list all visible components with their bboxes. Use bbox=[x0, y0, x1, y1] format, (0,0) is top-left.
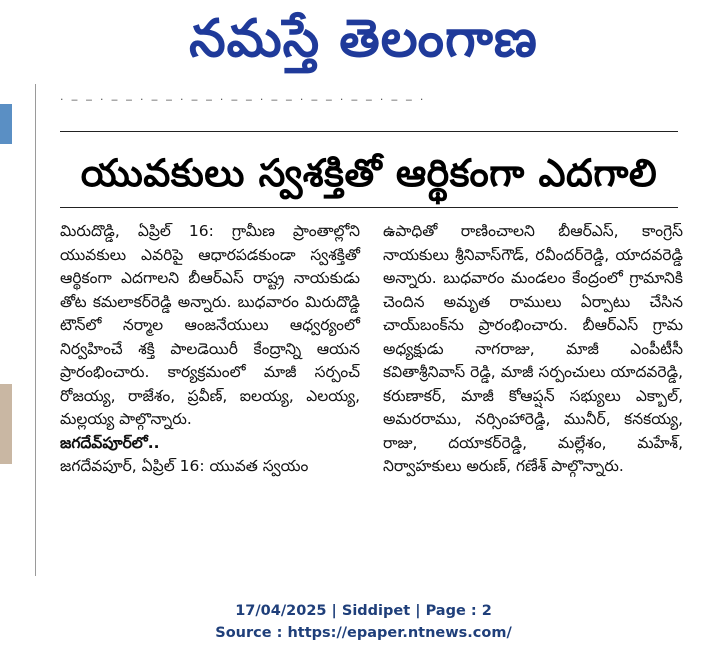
article-left-column bbox=[60, 220, 360, 479]
masthead bbox=[0, 0, 727, 78]
headline-top-rule bbox=[60, 131, 678, 132]
article-subhead: జగదేవ్‌పూర్‌లో.. bbox=[60, 433, 160, 452]
article-headline: యువకులు స్వశక్తితో ఆర్థికంగా ఎదగాలి bbox=[80, 151, 658, 195]
left-column-body: మిరుదొడ్డి, ఏప్రిల్ 16: గ్రామీణ ప్రాంతాల్లోని యువకులు ఎవరిపై ఆధారపడకుండా స్వశక్తితో ఆర్థికంగా ఎదగాలని బీఆర్‌ఎస్ రాష్ట్ర నాయకుడు తోట కమలాకర్‌రెడ్డి అన్నారు. బుధవారం మిరుదొడ్డి టౌన్‌లో నర్మాల ఆంజనేయులు ఆధ్వర్యంలో నిర్వహించే శక్తి పాలడెయిరీ కేంద్రాన్ని ఆయన ప్రారంభించారు. కార్యక్రమంలో మాజీ సర్పంచ్ రోజయ్య, రాజేశం, ప్రవీణ్, ఐలయ్య, ఎలయ్య, మల్లయ్య పాల్గొన్నారు. bbox=[60, 222, 360, 428]
source-footer bbox=[0, 600, 727, 644]
previous-article-cut-line: · ‒ ‒ · ‒ ‒ · ‒ ‒ · ‒ ‒ · ‒ ‒ · ‒ ‒ · ‒ ‒ · ‒ ‒ · ‒ ‒ · bbox=[60, 93, 426, 105]
footer-date-edition: 17/04/2025 | Siddipet | Page : 2 bbox=[235, 603, 492, 619]
newspaper-logo: నమస్తే తెలంగాణ bbox=[189, 9, 538, 69]
headline-bottom-rule bbox=[60, 207, 678, 208]
right-column-body: ఉపాధితో రాణించాలని బీఆర్‌ఎస్, కాంగ్రెస్ నాయకులు శ్రీనివాస్‌గౌడ్, రవీందర్‌రెడ్డి, యాదవరెడ్డి అన్నారు. బుధవారం మండలం కేంద్రంలో గ్రామానికి చెందిన అమృత రాములు ఏర్పాటు చేసిన చాయ్‌బంక్‌ను ప్రారంభించారు. బీఆర్‌ఎస్ గ్రామ అధ్యక్షుడు నాగరాజు, మాజీ ఎంపీటీసీ కవితాశ్రీనివాస్ రెడ్డి, మాజీ సర్పంచులు యాదవరెడ్డి, కరుణాకర్, మాజీ కోఆప్షన్ సభ్యులు ఎక్బాల్, అమరరాము, నర్సింహారెడ్డి, మునీర్, కనకయ్య, రాజు, దయాకర్‌రెడ్డి, మల్లేశం, మహేశ్, నిర్వాహకులు అరుణ్, గణేశ్ పాల్గొన్నారు. bbox=[383, 222, 683, 475]
footer-source-link[interactable]: Source : https://epaper.ntnews.com/ bbox=[215, 625, 512, 641]
left-column-tail: జగదేవపూర్, ఏప్రిల్ 16: యువత స్వయం bbox=[60, 457, 309, 475]
adjacent-blue-block bbox=[0, 104, 12, 144]
article-right-column bbox=[383, 220, 683, 479]
adjacent-photo-fragment bbox=[0, 384, 12, 464]
adjacent-article-strip bbox=[0, 84, 14, 576]
